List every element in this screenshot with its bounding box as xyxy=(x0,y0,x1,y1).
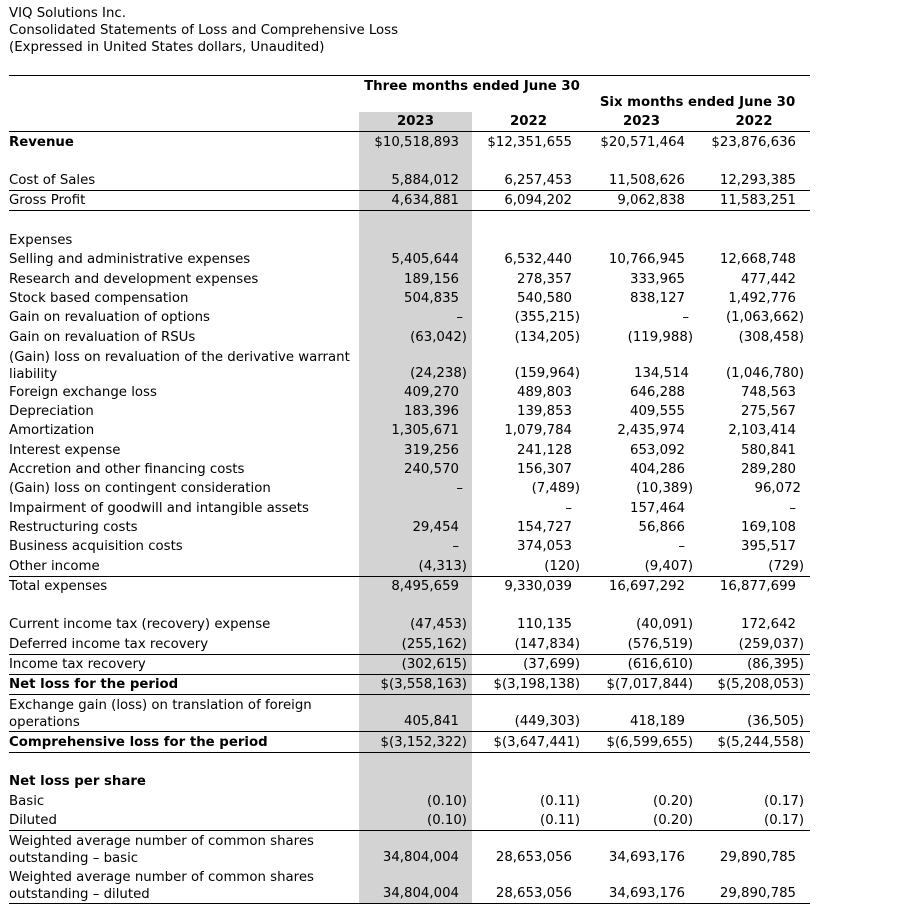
expense-row-value-1: 6,532,440 xyxy=(504,252,573,268)
expense-row-value-3: (308,458) xyxy=(738,329,805,345)
revenue-row-value-1: $12,351,655 xyxy=(487,134,573,150)
current-tax-row-value-0: (47,453) xyxy=(359,615,472,634)
expense-row-label: Gain on revaluation of RSUs xyxy=(9,329,196,345)
expense-row-value-3: (729) xyxy=(698,556,810,576)
net-loss-per-share-heading xyxy=(9,772,810,791)
year-header-3m-2023: 2023 xyxy=(359,112,472,132)
eps-basic-row-value-0: (0.10) xyxy=(359,791,472,810)
shares-diluted-row-label: Weighted average number of common shares outstanding – diluted xyxy=(9,867,359,904)
exchange-gain-row-value-0: 405,841 xyxy=(359,695,472,732)
expense-row-value-3: (1,063,662) xyxy=(725,310,805,326)
expense-row-value-2: 646,288 xyxy=(630,384,686,400)
cost-of-sales-row xyxy=(9,171,810,191)
expense-row xyxy=(9,518,810,537)
deferred-tax-row-value-0: (255,162) xyxy=(359,634,472,654)
expense-row-value-3: 395,517 xyxy=(741,539,797,555)
current-tax-row xyxy=(9,615,810,634)
expense-row-value-3: – xyxy=(789,500,797,516)
net-loss-row-label: Net loss for the period xyxy=(9,675,359,695)
expense-row-label: Selling and administrative expenses xyxy=(9,252,251,268)
shares-basic-row-value-2: 34,693,176 xyxy=(608,849,686,865)
expense-row-value-3: (1,046,780) xyxy=(725,365,805,381)
statement-subtitle: (Expressed in United States dollars, Unaudited) xyxy=(9,40,325,55)
comprehensive-loss-row-value-0: $(3,152,322) xyxy=(359,732,472,752)
eps-basic-row-value-2: (0.20) xyxy=(653,793,694,809)
expense-row-label: Impairment of goodwill and intangible assets xyxy=(9,500,309,516)
exchange-gain-row-value-2: 418,189 xyxy=(585,695,698,732)
spacer-4 xyxy=(9,752,810,772)
comprehensive-loss-row-value-3: $(5,244,558) xyxy=(698,732,810,752)
net-loss-row-value-0: $(3,558,163) xyxy=(359,675,472,695)
comprehensive-loss-row-value-1: $(3,647,441) xyxy=(472,732,585,752)
shares-basic-row-label: Weighted average number of common shares outstanding – basic xyxy=(9,833,314,866)
current-tax-row-value-1: 110,135 xyxy=(517,617,573,633)
exchange-gain-row-value-3: (36,505) xyxy=(698,695,810,732)
expense-row-value-1: (355,215) xyxy=(514,310,581,326)
shares-diluted-row-value-3: 29,890,785 xyxy=(698,867,810,904)
expense-row-value-2: 134,514 xyxy=(634,365,690,381)
expense-row-value-1: (7,489) xyxy=(531,481,581,497)
expense-row-value-2: 409,555 xyxy=(630,404,686,420)
current-tax-row-value-3: 172,642 xyxy=(741,617,797,633)
current-tax-row-value-2: (40,091) xyxy=(636,617,694,633)
exchange-gain-row xyxy=(9,695,810,732)
expense-row-value-1: 241,128 xyxy=(517,442,573,458)
six-months-header: Six months ended June 30 xyxy=(585,76,810,113)
expense-row-value-2: (10,389) xyxy=(636,481,694,497)
gross-profit-row-value-0: 4,634,881 xyxy=(359,191,472,211)
expenses-heading-label: Expenses xyxy=(9,233,73,249)
expense-row-value-3: 169,108 xyxy=(741,519,797,535)
expense-row-value-3: 477,442 xyxy=(741,271,797,287)
expense-row-label: Accretion and other financing costs xyxy=(9,462,245,478)
income-tax-recovery-row xyxy=(9,654,810,674)
net-loss-per-share-heading-label: Net loss per share xyxy=(9,774,146,790)
expense-row-value-1: (120) xyxy=(472,556,585,576)
expense-row-value-2: 157,464 xyxy=(630,500,686,516)
expense-row xyxy=(9,327,810,346)
three-months-header: Three months ended June 30 xyxy=(359,76,585,113)
cost-of-sales-row-value-0: 5,884,012 xyxy=(359,171,472,191)
expense-row-value-1: 489,803 xyxy=(517,384,573,400)
year-header-6m-2022: 2022 xyxy=(698,112,810,132)
shares-diluted-row-value-1: 28,653,056 xyxy=(472,867,585,904)
expense-row-value-0: 1,305,671 xyxy=(359,421,472,440)
eps-basic-row-value-1: (0.11) xyxy=(540,793,581,809)
expense-row-value-3: 1,492,776 xyxy=(728,290,797,306)
shares-basic-row-value-1: 28,653,056 xyxy=(495,849,573,865)
expense-row-value-0: 189,156 xyxy=(359,269,472,288)
expense-row xyxy=(9,250,810,269)
expenses-heading xyxy=(9,231,810,250)
eps-diluted-row xyxy=(9,811,810,831)
current-tax-row-label: Current income tax (recovery) expense xyxy=(9,617,271,633)
total-expenses-row-label: Total expenses xyxy=(9,578,108,594)
expense-row-value-0: (24,238) xyxy=(359,347,472,383)
expense-row-value-0: 183,396 xyxy=(359,402,472,421)
expense-row xyxy=(9,556,810,576)
gross-profit-row-value-2: 9,062,838 xyxy=(585,191,698,211)
total-expenses-row-value-2: 16,697,292 xyxy=(608,578,686,594)
expense-row-label: Interest expense xyxy=(9,442,121,458)
gross-profit-row xyxy=(9,191,810,211)
revenue-row-value-2: $20,571,464 xyxy=(600,134,686,150)
eps-diluted-row-value-0: (0.10) xyxy=(359,811,472,831)
expense-row-label: Depreciation xyxy=(9,404,94,420)
expense-row-value-2: (9,407) xyxy=(585,556,698,576)
expense-row-label: (Gain) loss on contingent consideration xyxy=(9,481,271,497)
statement-title: Consolidated Statements of Loss and Comprehensive Loss xyxy=(9,23,399,38)
expense-row-value-3: 580,841 xyxy=(741,442,797,458)
deferred-tax-row-value-2: (576,519) xyxy=(585,634,698,654)
expense-row-value-2: 333,965 xyxy=(630,271,686,287)
shares-basic-row-value-0: 34,804,004 xyxy=(359,830,472,867)
income-statement-table xyxy=(9,75,810,904)
expense-row-value-1: 278,357 xyxy=(517,271,573,287)
expense-row-label: Amortization xyxy=(9,423,95,439)
revenue-row-value-0: $10,518,893 xyxy=(359,132,472,152)
statement-header xyxy=(9,5,398,56)
expense-row-value-1: 154,727 xyxy=(517,519,573,535)
expense-row-value-1: 139,853 xyxy=(517,404,573,420)
expense-row-value-0: – xyxy=(359,308,472,327)
expense-row-value-0: – xyxy=(359,479,472,498)
income-tax-recovery-row-label: Income tax recovery xyxy=(9,654,359,674)
expense-row-value-2: 2,435,974 xyxy=(617,423,686,439)
expense-row xyxy=(9,421,810,440)
shares-diluted-row-value-2: 34,693,176 xyxy=(585,867,698,904)
net-loss-row-value-1: $(3,198,138) xyxy=(472,675,585,695)
expense-row-value-2: 838,127 xyxy=(630,290,686,306)
expense-row xyxy=(9,383,810,402)
comprehensive-loss-row-label: Comprehensive loss for the period xyxy=(9,732,359,752)
expense-row xyxy=(9,460,810,479)
expense-row-label: (Gain) loss on revaluation of the derivative warrant liability xyxy=(9,349,350,382)
expense-row-value-0: 504,835 xyxy=(359,289,472,308)
total-expenses-row-value-0: 8,495,659 xyxy=(359,576,472,596)
expense-row xyxy=(9,440,810,459)
expense-row-value-0: 5,405,644 xyxy=(359,250,472,269)
total-expenses-row-value-1: 9,330,039 xyxy=(504,578,573,594)
expense-row-value-3: 748,563 xyxy=(741,384,797,400)
expense-row xyxy=(9,479,810,498)
eps-diluted-row-label: Diluted xyxy=(9,811,359,831)
eps-diluted-row-value-3: (0.17) xyxy=(698,811,810,831)
year-header-6m-2023: 2023 xyxy=(585,112,698,132)
revenue-row-label: Revenue xyxy=(9,134,74,150)
expense-row-label: Business acquisition costs xyxy=(9,539,183,555)
income-tax-recovery-row-value-2: (616,610) xyxy=(585,654,698,674)
expense-row-value-1: (159,964) xyxy=(514,365,581,381)
shares-diluted-row-value-0: 34,804,004 xyxy=(359,867,472,904)
shares-basic-row xyxy=(9,830,810,867)
cost-of-sales-row-value-2: 11,508,626 xyxy=(585,171,698,191)
expense-row-value-0: 29,454 xyxy=(359,518,472,537)
revenue-row-value-3: $23,876,636 xyxy=(711,134,797,150)
income-tax-recovery-row-value-3: (86,395) xyxy=(698,654,810,674)
expense-row xyxy=(9,498,810,517)
expense-row-value-0: – xyxy=(359,537,472,556)
expense-row-value-2: 404,286 xyxy=(630,462,686,478)
company-name: VIQ Solutions Inc. xyxy=(9,6,126,21)
expense-row-value-3: 96,072 xyxy=(754,481,802,497)
eps-diluted-row-value-1: (0.11) xyxy=(472,811,585,831)
gross-profit-row-value-1: 6,094,202 xyxy=(472,191,585,211)
comprehensive-loss-row xyxy=(9,732,810,752)
net-loss-row-value-2: $(7,017,844) xyxy=(585,675,698,695)
expense-row-value-0: (63,042) xyxy=(359,327,472,346)
expense-row xyxy=(9,402,810,421)
expense-row-value-0: 319,256 xyxy=(359,440,472,459)
expense-row-label: Gain on revaluation of options xyxy=(9,310,210,326)
year-header-3m-2022: 2022 xyxy=(472,112,585,132)
expense-row-value-2: 653,092 xyxy=(630,442,686,458)
expense-row xyxy=(9,289,810,308)
expense-row-value-1: 156,307 xyxy=(517,462,573,478)
shares-diluted-row xyxy=(9,867,810,904)
expense-row-value-2: 56,866 xyxy=(638,519,686,535)
expense-row-value-0: (4,313) xyxy=(359,556,472,576)
expense-row-value-2: (119,988) xyxy=(627,329,694,345)
exchange-gain-row-value-1: (449,303) xyxy=(472,695,585,732)
cost-of-sales-row-value-3: 12,293,385 xyxy=(698,171,810,191)
net-loss-row xyxy=(9,675,810,695)
expense-row-value-0: 240,570 xyxy=(359,460,472,479)
income-tax-recovery-row-value-1: (37,699) xyxy=(472,654,585,674)
total-expenses-row xyxy=(9,576,810,596)
expense-row-label: Research and development expenses xyxy=(9,271,259,287)
expense-row-value-1: 374,053 xyxy=(517,539,573,555)
eps-diluted-row-value-2: (0.20) xyxy=(585,811,698,831)
expense-row-value-2: 10,766,945 xyxy=(608,252,686,268)
year-header-row xyxy=(9,112,810,132)
expense-row-label: Other income xyxy=(9,556,359,576)
cost-of-sales-row-label: Cost of Sales xyxy=(9,171,359,191)
expense-row-value-1: 1,079,784 xyxy=(504,423,573,439)
period-header-row xyxy=(9,76,810,113)
exchange-gain-row-label: Exchange gain (loss) on translation of foreign operations xyxy=(9,695,359,732)
eps-basic-row-value-3: (0.17) xyxy=(764,793,805,809)
expense-row xyxy=(9,347,810,383)
shares-basic-row-value-3: 29,890,785 xyxy=(719,849,797,865)
total-expenses-row-value-3: 16,877,699 xyxy=(719,578,797,594)
expense-row-value-0: 409,270 xyxy=(359,383,472,402)
deferred-tax-row-value-1: (147,834) xyxy=(472,634,585,654)
expense-row-value-3: 289,280 xyxy=(741,462,797,478)
expense-row xyxy=(9,308,810,327)
eps-basic-row xyxy=(9,791,810,810)
deferred-tax-row xyxy=(9,634,810,654)
expense-row-label: Restructuring costs xyxy=(9,519,138,535)
expense-row-value-1: 540,580 xyxy=(517,290,573,306)
eps-basic-row-label: Basic xyxy=(9,793,45,809)
expense-row-value-0 xyxy=(359,498,472,517)
expense-row-value-2: – xyxy=(678,539,686,555)
deferred-tax-row-value-3: (259,037) xyxy=(698,634,810,654)
net-loss-row-value-3: $(5,208,053) xyxy=(698,675,810,695)
comprehensive-loss-row-value-2: $(6,599,655) xyxy=(585,732,698,752)
expense-row-value-3: 2,103,414 xyxy=(728,423,797,439)
gross-profit-row-value-3: 11,583,251 xyxy=(698,191,810,211)
expense-row-value-1: (134,205) xyxy=(514,329,581,345)
gross-profit-row-label: Gross Profit xyxy=(9,191,359,211)
expense-row-value-1: – xyxy=(565,500,573,516)
expense-row-label: Foreign exchange loss xyxy=(9,384,157,400)
income-tax-recovery-row-value-0: (302,615) xyxy=(359,654,472,674)
deferred-tax-row-label: Deferred income tax recovery xyxy=(9,634,359,654)
spacer-2 xyxy=(9,211,810,231)
expense-row-value-3: 275,567 xyxy=(741,404,797,420)
revenue-row xyxy=(9,132,810,152)
cost-of-sales-row-value-1: 6,257,453 xyxy=(472,171,585,191)
spacer-3 xyxy=(9,596,810,615)
expense-row-value-3: 12,668,748 xyxy=(719,252,797,268)
spacer-1 xyxy=(9,152,810,171)
expense-row xyxy=(9,269,810,288)
expense-row-label: Stock based compensation xyxy=(9,290,189,306)
expense-row-value-2: – xyxy=(682,310,690,326)
expense-row xyxy=(9,537,810,556)
